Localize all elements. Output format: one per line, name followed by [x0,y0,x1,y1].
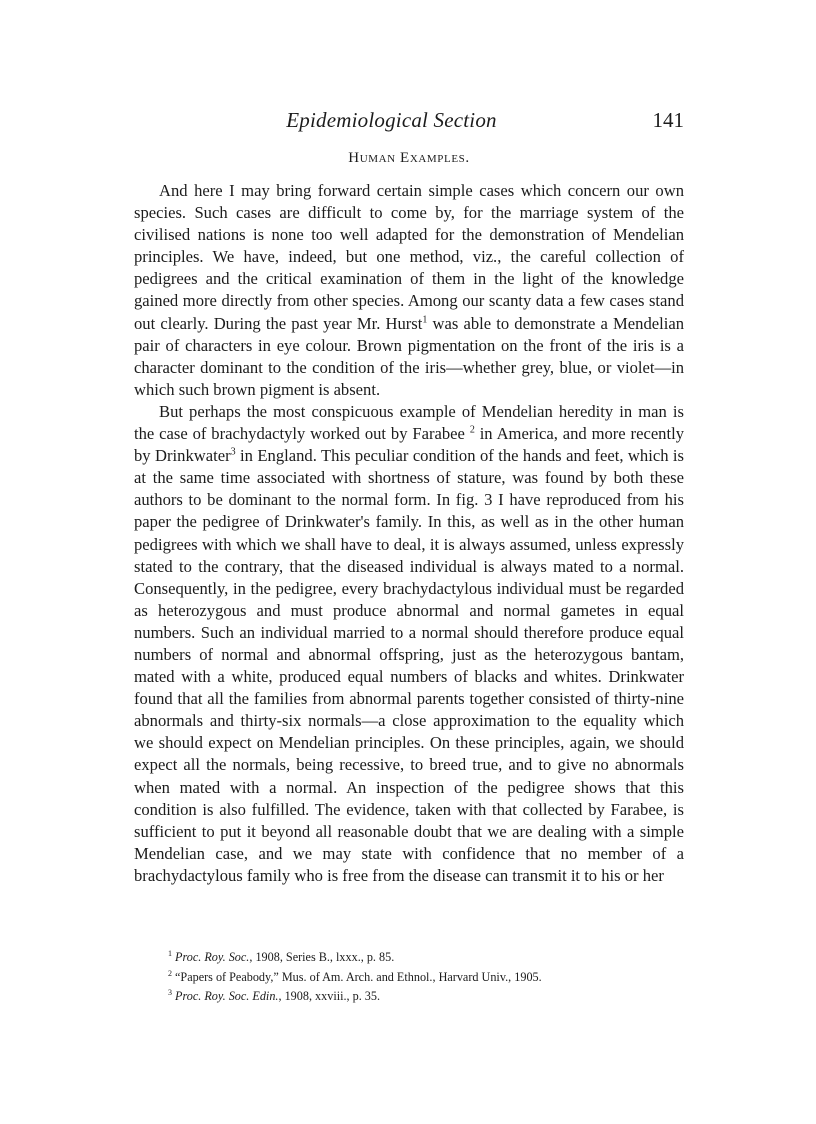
page-number: 141 [652,108,684,132]
footnote-text: , 1908, xxviii., p. 35. [278,989,381,1004]
paragraph-text: in England. This peculiar condition of the hands and feet, which is at the same time associated with shortness of stature, was found by both these authors to be dominant to the normal form. In fig. 3 I have reproduced from his paper the pedigree of Drinkwater's family. In this, as well as in the other human pedigrees with which we shall have to deal, it is always assumed, unless expressly stated to the contrary, that the diseased individual is always mated to a normal. Consequently, in the pedigree, every brachydactylous individual must be regarded as heterozygous and must produce abnormal and normal gametes in equal numbers. Such an individual married to a normal should therefore produce equal numbers of normal and abnormal offspring, just as the heterozygous bantam, mated with a white, produced equal numbers of blacks and whites. Drinkwater found that all the families from abnormal parents together consisted of thirty-nine abnormals and thirty-six normals—a close approximation to the equality which we should expect on Mendelian principles. On these principles, again, we should expect all the normals, being recessive, to breed true, and to give no abnormals when mated with a normal. An inspection of the pedigree shows that this condition is also fulfilled. The evidence, taken with that collected by Farabee, is sufficient to put it beyond all reasonable doubt that we are dealing with a simple Mendelian case, and we may state with confidence that no member of a brachydactylous family who is free from the disease can transmit it to his or her [134,446,684,885]
footnote-mark: 1 [168,949,172,958]
paragraph-1 [134,180,684,401]
footnote-1 [168,946,688,966]
body-text [134,180,684,887]
footnote-journal: Proc. Roy. Soc. [175,950,250,965]
footnote-3 [168,985,688,1005]
footnote-2 [168,966,688,986]
paragraph-text: was able to demonstrate a Mendelian pair of characters in eye colour. Brown pigmentation on the front of the iris is a character dominant to the condition of the iris—whether grey, blue, or violet—in which such brown pigment is absent. [134,313,685,399]
paragraph-text: And here I may bring forward certain simple cases which concern our own species. Such cases are difficult to come by, for the marriage system of the civilised nations is none too well adapted for the demonstration of Mendelian principles. We have, indeed, but one method, viz., the careful collection of pedigrees and the critical examination of them in the light of the knowledge gained more directly from other species. Among our scanty data a few cases stand out clearly. During the past year Mr. Hurst [134,181,684,333]
footnote-ref: 1 [422,314,428,326]
footnote-ref: 3 [230,446,236,458]
paragraph-text: in America, and more recently by Drinkwater [134,424,684,466]
running-head: Epidemiological Section [286,108,497,132]
footnote-text: , 1908, Series B., lxxx., p. 85. [249,950,395,965]
footnotes [168,946,688,1005]
section-title: Human Examples. [348,150,470,166]
footnote-mark: 2 [168,968,172,978]
footnote-text: “Papers of Peabody,” Mus. of Am. Arch. and Ethnol., Harvard Univ., 1905. [175,969,542,984]
paragraph-text: But perhaps the most conspicuous example of Mendelian heredity in man is the case of brachydactyly worked out by Farabee [134,401,684,444]
footnote-journal: Proc. Roy. Soc. Edin. [175,989,279,1004]
footnote-ref: 2 [469,424,475,436]
footnote-mark: 3 [168,988,172,998]
page-header [134,108,684,138]
paragraph-2 [134,401,684,887]
